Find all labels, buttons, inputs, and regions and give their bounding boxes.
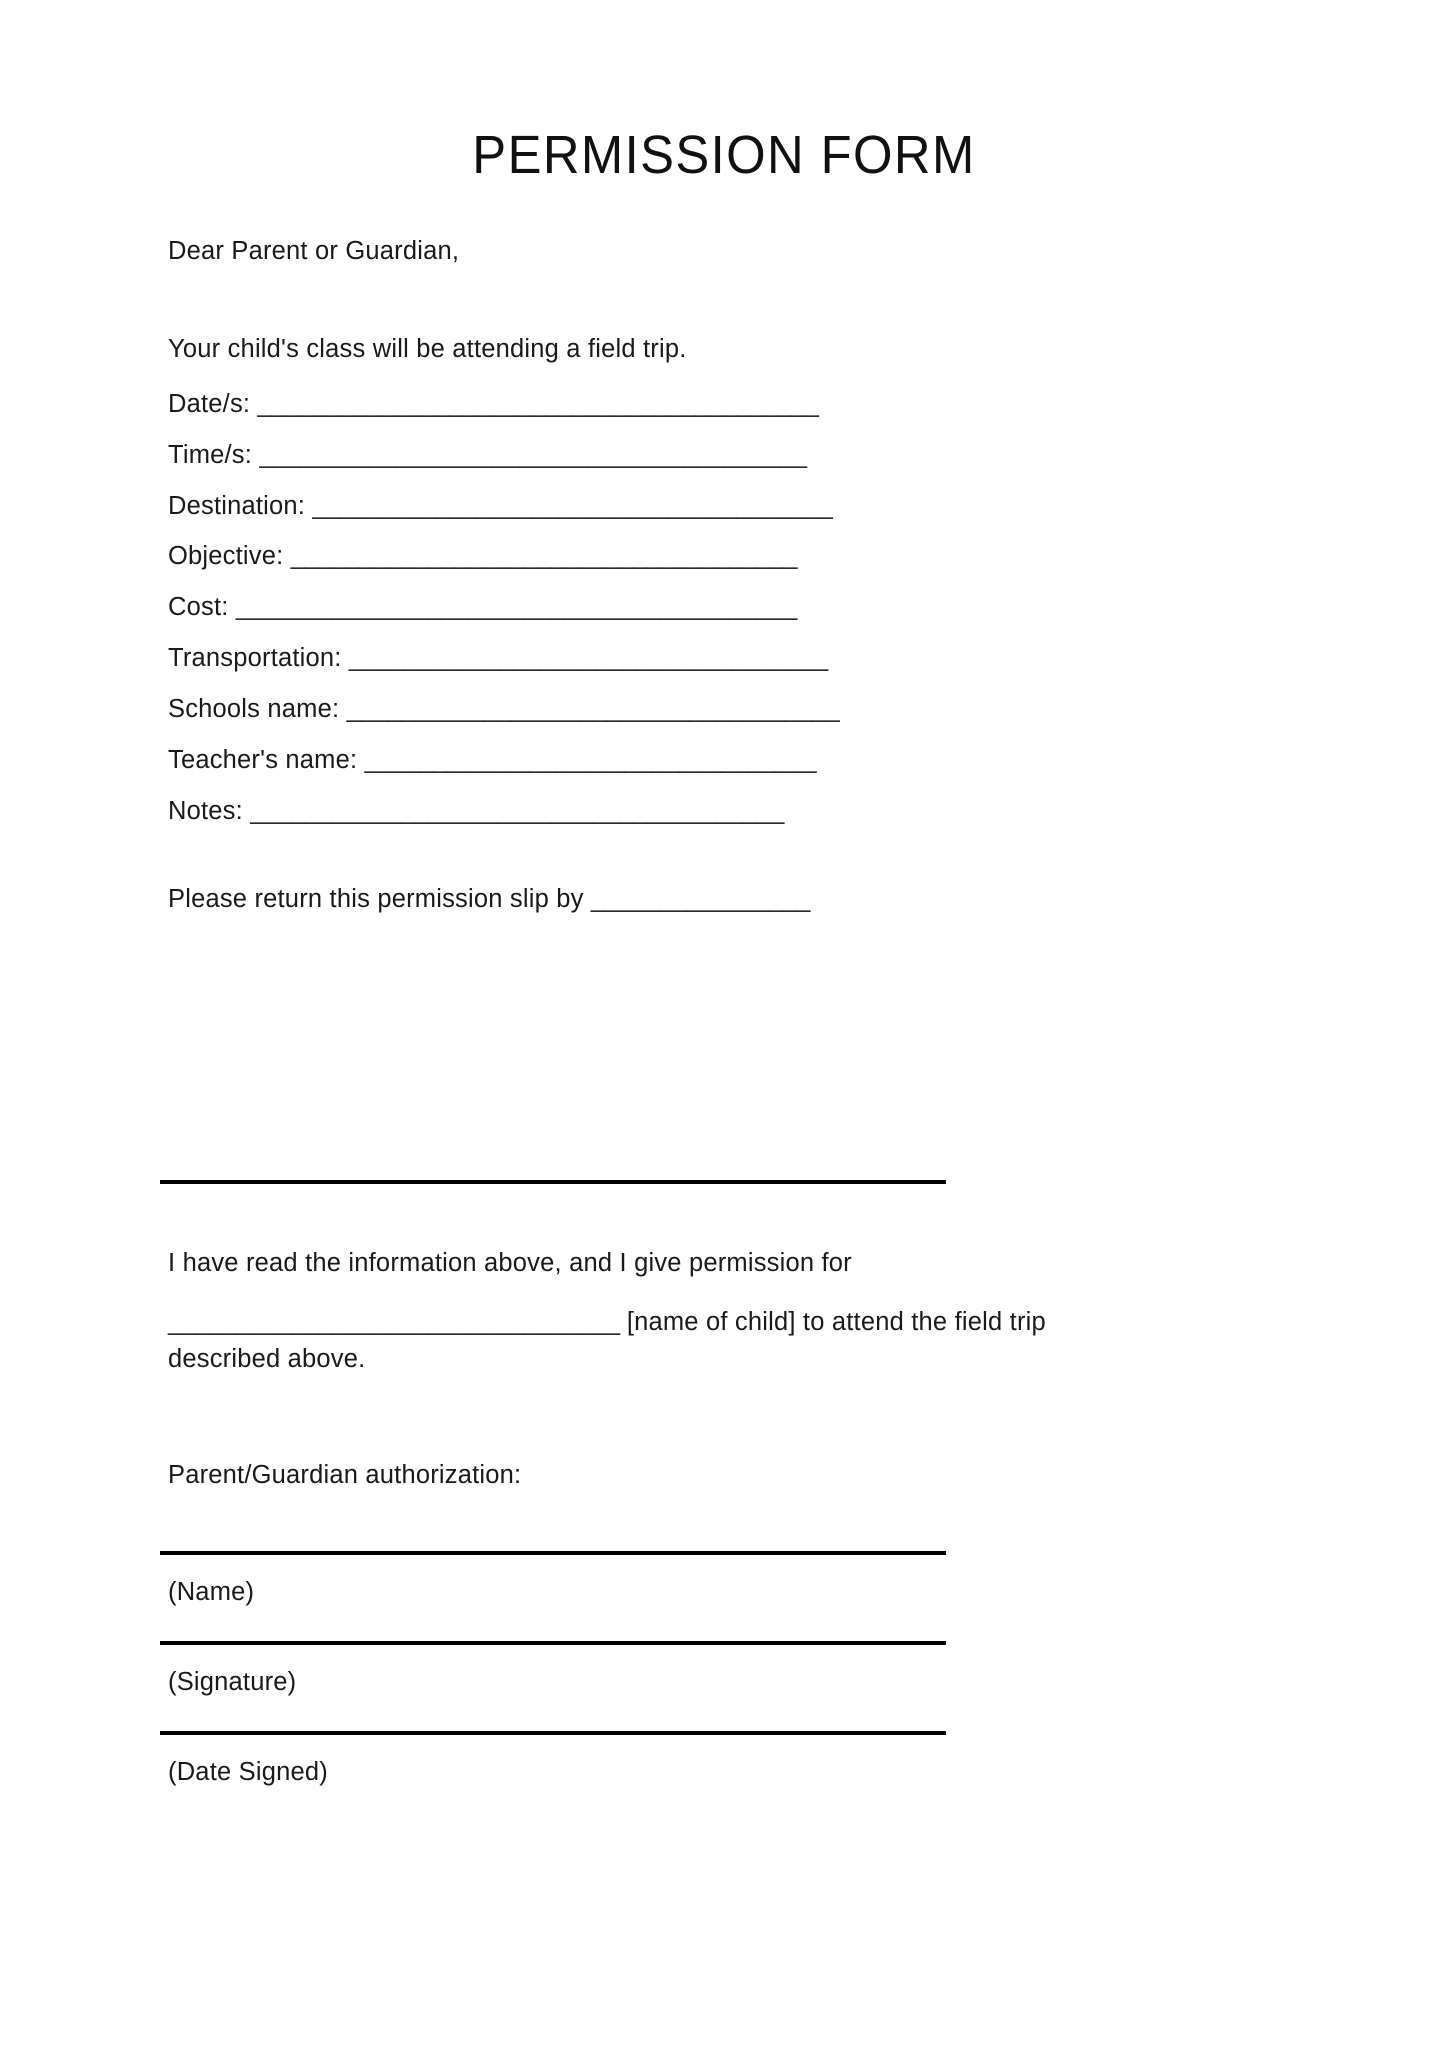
intro-text: Your child's class will be attending a field trip. xyxy=(168,334,687,363)
signature-block-date xyxy=(160,1731,946,1789)
field-label-notes: Notes: xyxy=(168,796,243,825)
field-blank-notes[interactable]: _______________________________________ xyxy=(250,796,784,825)
child-name-blank[interactable]: _________________________________ xyxy=(168,1307,620,1336)
signature-rule-date[interactable] xyxy=(160,1731,946,1735)
consent-line-3: described above. xyxy=(168,1344,366,1373)
field-label-times: Time/s: xyxy=(168,440,253,469)
return-slip-text: Please return this permission slip by xyxy=(168,884,584,913)
authorization-label: Parent/Guardian authorization: xyxy=(168,1461,522,1489)
signature-rule-signature[interactable] xyxy=(160,1641,946,1645)
signature-caption-signature: (Signature) xyxy=(168,1668,297,1696)
consent-line-2[interactable] xyxy=(168,1307,1288,1339)
field-blank-cost[interactable]: _________________________________________ xyxy=(235,593,797,622)
field-row[interactable] xyxy=(168,541,1278,573)
field-blank-teachers-name[interactable]: _________________________________ xyxy=(364,745,817,774)
field-blank-destination[interactable]: ______________________________________ xyxy=(312,491,833,520)
signature-block-signature xyxy=(160,1641,946,1699)
field-label-schools-name: Schools name: xyxy=(168,695,340,723)
field-row[interactable] xyxy=(168,643,1278,675)
page-title: PERMISSION FORM xyxy=(472,125,976,185)
consent-line-1: I have read the information above, and I give permission for xyxy=(168,1249,852,1277)
field-label-cost: Cost: xyxy=(168,593,229,622)
return-slip-blank[interactable]: ________________ xyxy=(590,884,810,913)
field-blank-objective[interactable]: _____________________________________ xyxy=(290,542,797,571)
field-blank-dates[interactable]: _________________________________________ xyxy=(257,389,819,418)
field-row[interactable] xyxy=(168,389,1278,421)
field-label-destination: Destination: xyxy=(168,491,306,520)
signature-rule-name[interactable] xyxy=(160,1551,946,1555)
section-divider xyxy=(160,1180,946,1184)
field-row[interactable] xyxy=(168,796,1278,828)
return-slip-line[interactable] xyxy=(168,884,1278,916)
field-blank-schools-name[interactable]: ____________________________________ xyxy=(346,695,840,723)
field-row[interactable] xyxy=(168,694,1278,726)
field-label-teachers-name: Teacher's name: xyxy=(168,745,358,774)
field-row[interactable] xyxy=(168,491,1278,523)
salutation-text: Dear Parent or Guardian, xyxy=(168,237,460,265)
field-label-dates: Date/s: xyxy=(168,389,251,418)
trip-details-field-list xyxy=(168,389,1278,828)
letter-body xyxy=(168,236,1278,916)
signature-block-name xyxy=(160,1551,946,1609)
field-label-objective: Objective: xyxy=(168,542,284,571)
field-blank-times[interactable]: ________________________________________ xyxy=(259,440,807,469)
field-row[interactable] xyxy=(168,440,1278,472)
field-label-transportation: Transportation: xyxy=(168,644,342,673)
consent-line-2-text: [name of child] to attend the field trip xyxy=(626,1307,1046,1336)
field-row[interactable] xyxy=(168,592,1278,624)
signature-caption-date: (Date Signed) xyxy=(168,1758,328,1786)
field-row[interactable] xyxy=(168,745,1278,777)
field-blank-transportation[interactable]: ___________________________________ xyxy=(348,644,828,673)
signature-caption-name: (Name) xyxy=(168,1578,255,1606)
consent-block xyxy=(168,1248,1288,1376)
